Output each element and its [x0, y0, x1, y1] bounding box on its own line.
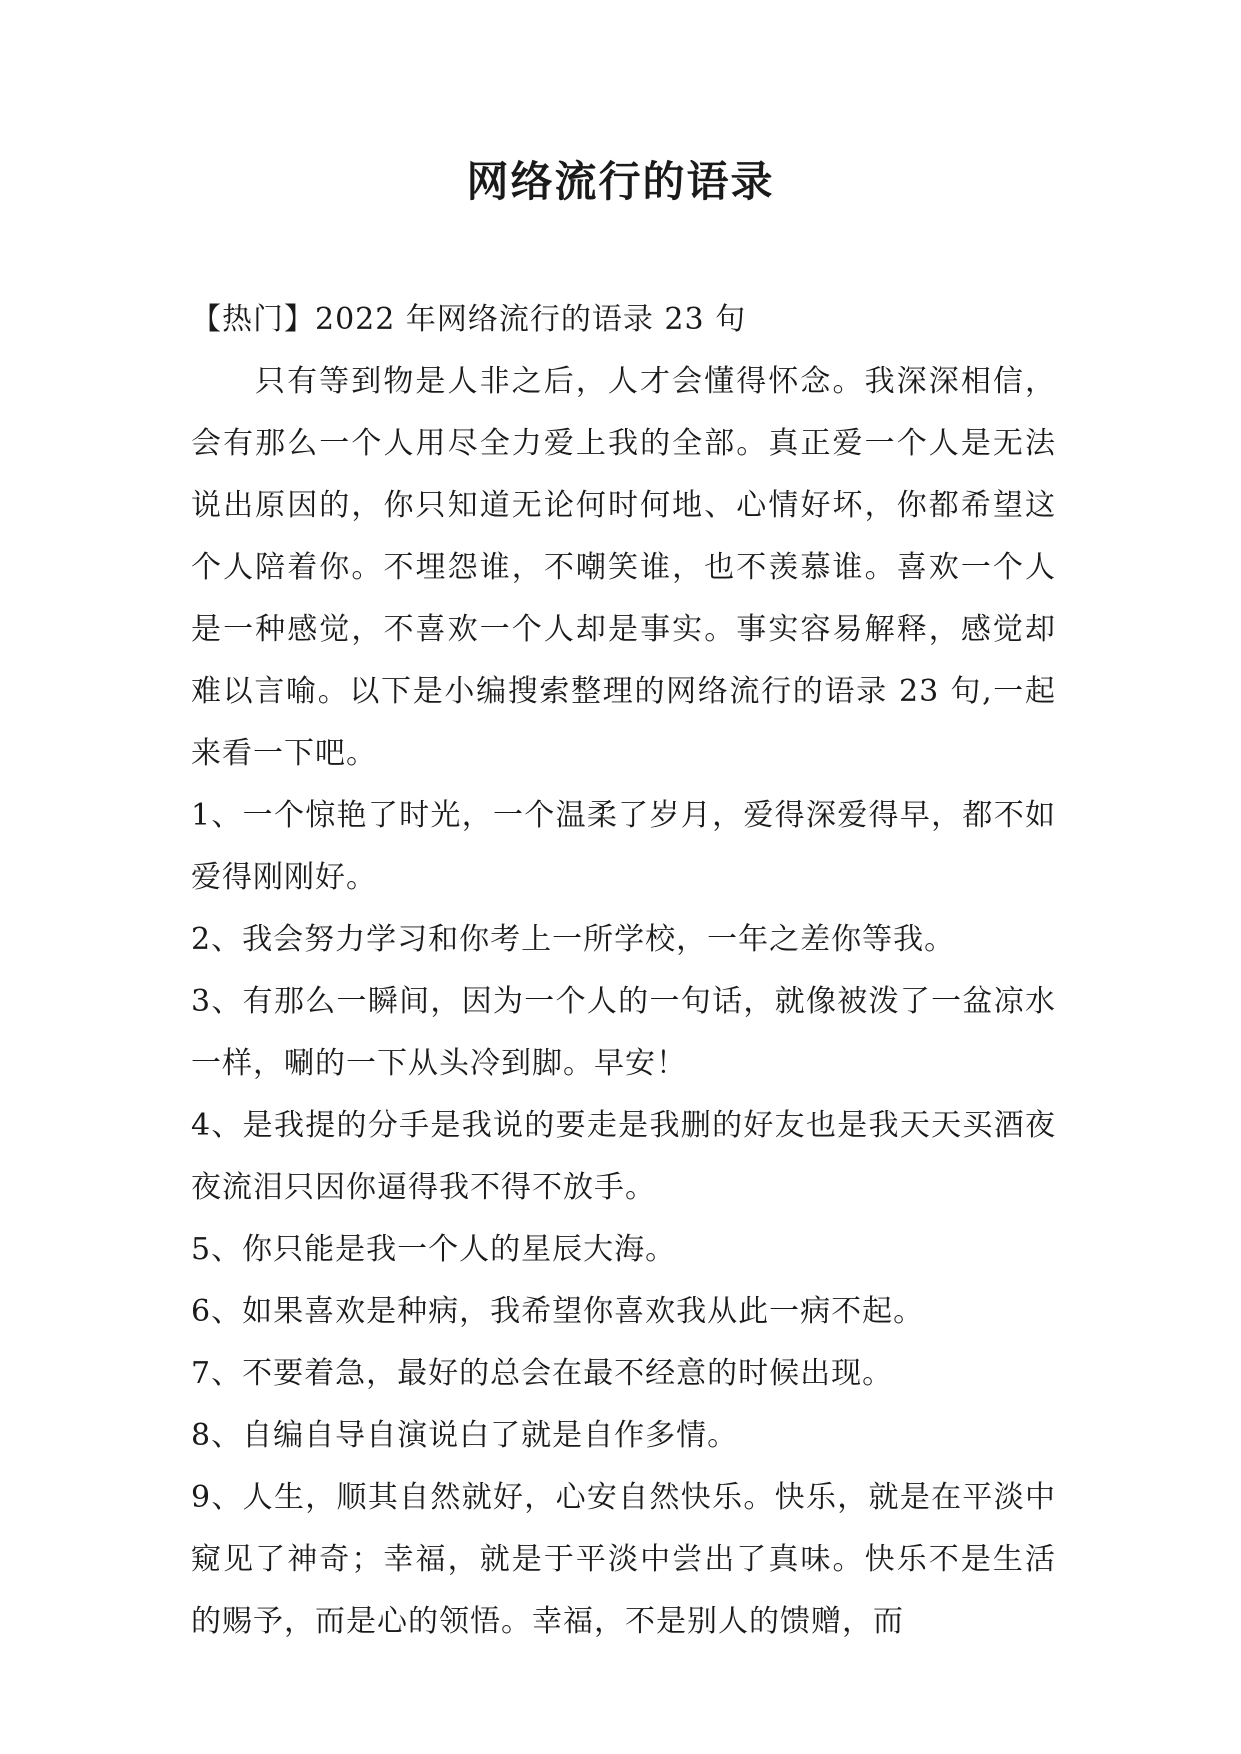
list-item: 9、人生，顺其自然就好，心安自然快乐。快乐，就是在平淡中窥见了神奇；幸福，就是于平淡中尝出了真味。快乐不是生活的赐予，而是心的领悟。幸福，不是别人的馈赠，而 [191, 1480, 1056, 1639]
list-item: 2、我会努力学习和你考上一所学校，一年之差你等我。 [191, 922, 956, 957]
document-title: 网络流行的语录 [466, 157, 775, 206]
list-item: 6、如果喜欢是种病，我希望你喜欢我从此一病不起。 [191, 1294, 925, 1329]
list-item: 8、自编自导自演说白了就是自作多情。 [191, 1418, 739, 1453]
list-item: 3、有那么一瞬间，因为一个人的一句话，就像被泼了一盆凉水一样，唰的一下从头冷到脚。早安！ [191, 984, 1056, 1081]
list-item: 5、你只能是我一个人的星辰大海。 [191, 1232, 677, 1267]
list-item: 4、是我提的分手是我说的要走是我删的好友也是我天天买酒夜夜流泪只因你逼得我不得不放手。 [191, 1108, 1056, 1205]
list-item: 7、不要着急，最好的总会在最不经意的时候出现。 [191, 1356, 894, 1391]
subheading: 【热门】2022 年网络流行的语录 23 句 [191, 302, 747, 337]
intro-paragraph: 只有等到物是人非之后，人才会懂得怀念。我深深相信，会有那么一个人用尽全力爱上我的全部。真正爱一个人是无法说出原因的，你只知道无论何时何地、心情好坏，你都希望这个人陪着你。不埋怨谁，不嘲笑谁，也不羡慕谁。喜欢一个人是一种感觉，不喜欢一个人却是事实。事实容易解释，感觉却难以言喻。以下是小编搜索整理的网络流行的语录 23 句,一起来看一下吧。 [191, 364, 1056, 771]
document-body [191, 289, 1056, 1653]
list-item: 1、一个惊艳了时光，一个温柔了岁月，爱得深爱得早，都不如爱得刚刚好。 [191, 798, 1056, 895]
